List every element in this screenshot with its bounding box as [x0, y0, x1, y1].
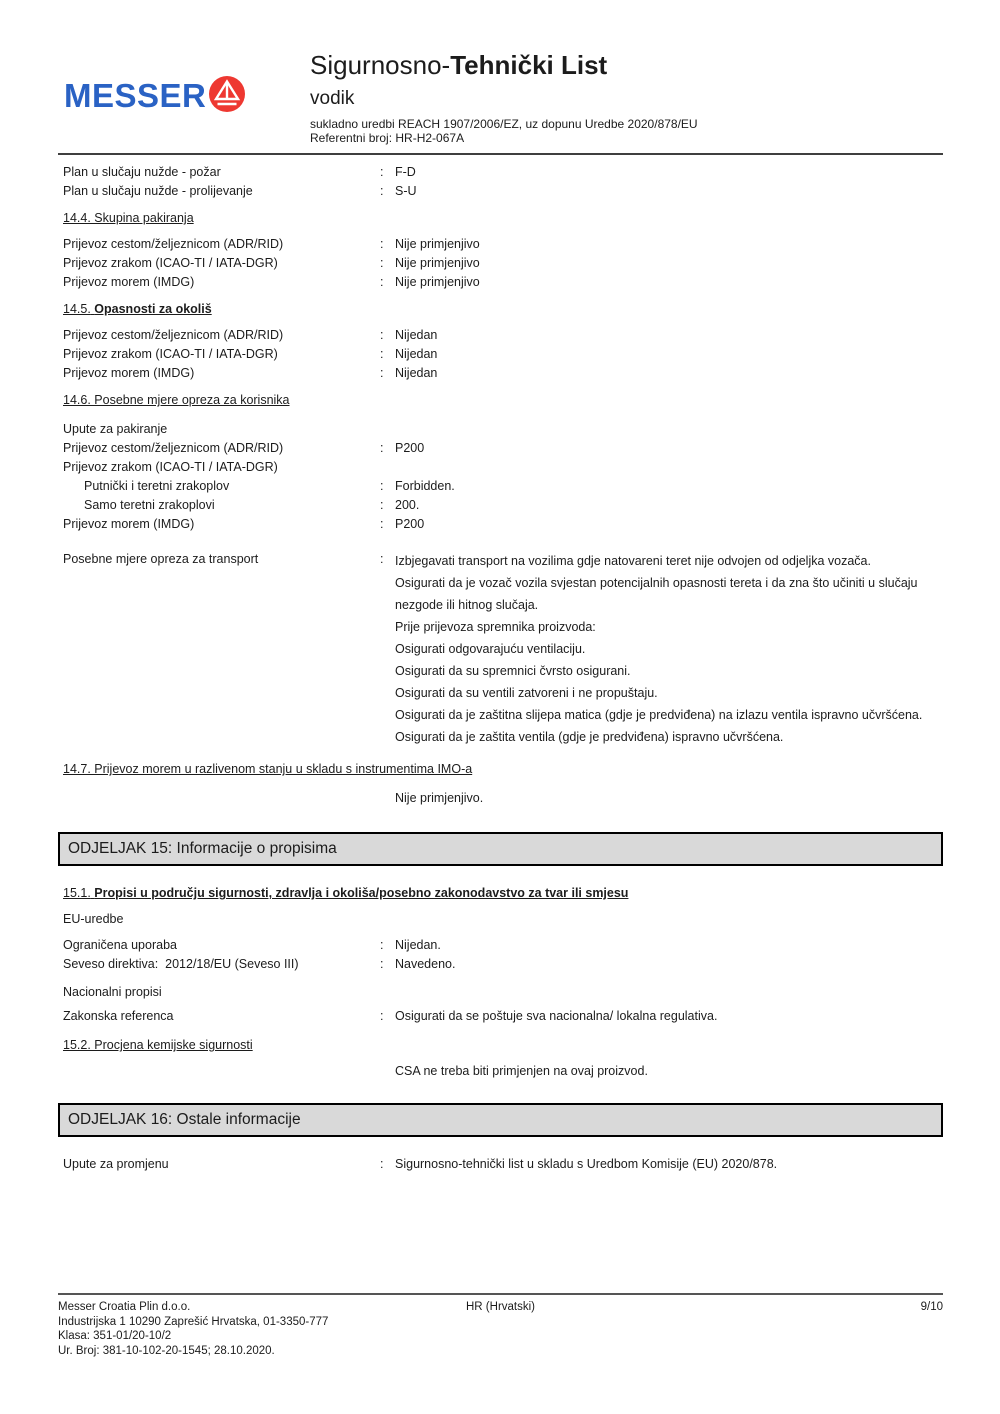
kv-row-packing-sea — [63, 273, 943, 292]
colon-separator: : — [380, 498, 384, 512]
field-value: P200 — [395, 517, 425, 531]
header-divider — [58, 153, 943, 155]
field-value: F-D — [395, 165, 416, 179]
kv-row-legal-reference — [63, 1007, 943, 1026]
footer-address: Industrijska 1 10290 Zaprešić Hrvatska, 01-3350-777 — [58, 1315, 329, 1328]
field-label: Ograničena uporaba — [63, 938, 177, 952]
footer-company: Messer Croatia Plin d.o.o. — [58, 1301, 191, 1313]
page-title-regular: Sigurnosno- — [310, 50, 451, 80]
field-label: Prijevoz zrakom (ICAO-TI / IATA-DGR) — [63, 460, 278, 474]
kv-row-instructions-sea — [63, 515, 943, 534]
section-heading-15-1: 15.1. Propisi u području sigurnosti, zdravlja i okoliša/posebno zakonodavstvo za tvar ili smjesu — [63, 886, 629, 900]
colon-separator: : — [380, 938, 384, 952]
field-label: Prijevoz zrakom (ICAO-TI / IATA-DGR) — [63, 347, 278, 361]
regulation-line: sukladno uredbi REACH 1907/2006/EZ, uz dopunu Uredbe 2020/878/EU — [310, 117, 698, 131]
section-heading-14-7: 14.7. Prijevoz morem u razlivenom stanju u skladu s instrumentima IMO-a — [63, 762, 473, 776]
kv-row-transport-precautions — [63, 550, 943, 748]
colon-separator: : — [380, 441, 384, 455]
field-value: Osigurati da se poštuje sva nacionalna/ lokalna regulativa. — [395, 1009, 718, 1023]
field-label: Upute za promjenu — [63, 1157, 169, 1171]
colon-separator: : — [380, 328, 384, 342]
colon-separator: : — [380, 479, 384, 493]
kv-row-emergency-plan-spill — [63, 182, 943, 201]
section-heading-14-5: 14.5. Opasnosti za okoliš — [63, 302, 212, 316]
row-eu-regulations — [63, 910, 943, 929]
transport-line: Osigurati da je zaštitna slijepa matica (gdje je predviđena) na izlazu ventila ispravno učvršćena. — [395, 708, 923, 722]
kv-row-packing-air — [63, 254, 943, 273]
footer-page-number: 9/10 — [920, 1301, 943, 1313]
transport-line: Osigurati da su spremnici čvrsto osigurani. — [395, 664, 631, 678]
kv-row-envhazard-road — [63, 326, 943, 345]
field-value: 200. — [395, 498, 420, 512]
field-value: Navedeno. — [395, 957, 456, 971]
messer-sail-icon — [208, 75, 246, 113]
field-label: Plan u slučaju nužde - požar — [63, 165, 221, 179]
field-value: Nijedan — [395, 347, 438, 361]
footer-urbroj: Ur. Broj: 381-10-102-20-1545; 28.10.2020. — [58, 1344, 275, 1357]
kv-row-packing-road — [63, 235, 943, 254]
colon-separator: : — [380, 237, 384, 251]
transport-line: Osigurati da je vozač vozila svjestan potencijalnih opasnosti tereta i da zna što učiniti u slučaju nezgode ili hitnog slučaja. — [395, 576, 918, 612]
field-label: Posebne mjere opreza za transport — [63, 552, 259, 566]
messer-logo-text: MESSER — [64, 77, 207, 114]
colon-separator: : — [380, 552, 384, 566]
transport-line: Izbjegavati transport na vozilima gdje natovareni teret nije odvojen od odjeljka vozača. — [395, 554, 871, 568]
section-heading-15-2: 15.2. Procjena kemijske sigurnosti — [63, 1038, 253, 1052]
kv-row-restricted-use — [63, 936, 943, 955]
colon-separator: : — [380, 165, 384, 179]
field-label: Plan u slučaju nužde - prolijevanje — [63, 184, 253, 198]
field-value: Nijedan — [395, 328, 438, 342]
colon-separator: : — [380, 517, 384, 531]
product-name: vodik — [310, 88, 355, 109]
field-label: Nacionalni propisi — [63, 985, 162, 999]
kv-row-passenger-cargo-aircraft — [63, 477, 943, 496]
section-box-title: ODJELJAK 15: Informacije o propisima — [68, 840, 337, 857]
field-label: Samo teretni zrakoplovi — [84, 498, 215, 512]
colon-separator: : — [380, 184, 384, 198]
section-heading-14-4: 14.4. Skupina pakiranja — [63, 211, 194, 225]
field-value: Nije primjenjivo — [395, 275, 480, 289]
colon-separator: : — [380, 256, 384, 270]
messer-logo — [64, 76, 246, 116]
transport-line: Osigurati odgovarajuću ventilaciju. — [395, 642, 586, 656]
field-label: Zakonska referenca — [63, 1009, 174, 1023]
colon-separator: : — [380, 275, 384, 289]
colon-separator: : — [380, 1009, 384, 1023]
field-value: Nijedan — [395, 366, 438, 380]
header-title-block — [310, 50, 698, 145]
kv-row-envhazard-sea — [63, 364, 943, 383]
kv-row-emergency-plan-fire — [63, 163, 943, 182]
field-label: Prijevoz cestom/željeznicom (ADR/RID) — [63, 237, 284, 251]
kv-row-change-instructions — [63, 1155, 943, 1174]
field-label: Prijevoz morem (IMDG) — [63, 275, 195, 289]
section-heading-14-6: 14.6. Posebne mjere opreza za korisnika — [63, 393, 290, 407]
colon-separator: : — [380, 347, 384, 361]
field-value: Sigurnosno-tehnički list u skladu s Uredbom Komisije (EU) 2020/878. — [395, 1157, 778, 1171]
field-label: Putnički i teretni zrakoplov — [84, 479, 230, 493]
row-national-regulations — [63, 983, 943, 1002]
section-box-title: ODJELJAK 16: Ostale informacije — [68, 1111, 301, 1128]
document-body — [0, 163, 1000, 1174]
bulk-transport-value: Nije primjenjivo. — [395, 791, 484, 805]
field-label: Prijevoz morem (IMDG) — [63, 517, 195, 531]
field-value: Nijedan. — [395, 938, 441, 952]
field-label: Seveso direktiva: 2012/18/EU (Seveso III) — [63, 957, 299, 971]
field-label: Prijevoz zrakom (ICAO-TI / IATA-DGR) — [63, 256, 278, 270]
field-value: Nije primjenjivo — [395, 256, 480, 270]
kv-row-cargo-only-aircraft — [63, 496, 943, 515]
transport-precautions-text — [395, 550, 943, 748]
transport-line: Osigurati da su ventili zatvoreni i ne propuštaju. — [395, 686, 658, 700]
transport-line: Osigurati da je zaštita ventila (gdje je predviđena) ispravno učvršćena. — [395, 730, 784, 744]
kv-row-instructions-road — [63, 439, 943, 458]
field-label: Upute za pakiranje — [63, 422, 168, 436]
footer-klasa: Klasa: 351-01/20-10/2 — [58, 1330, 172, 1342]
field-value: P200 — [395, 441, 425, 455]
field-value: S-U — [395, 184, 417, 198]
field-label: Prijevoz cestom/željeznicom (ADR/RID) — [63, 328, 284, 342]
transport-line: Prije prijevoza spremnika proizvoda: — [395, 620, 596, 634]
row-instructions-air — [63, 458, 943, 477]
kv-row-seveso-directive — [63, 955, 943, 974]
colon-separator: : — [380, 1157, 384, 1171]
field-value: Forbidden. — [395, 479, 455, 493]
csa-value: CSA ne treba biti primjenjen na ovaj proizvod. — [395, 1064, 648, 1078]
kv-row-envhazard-air — [63, 345, 943, 364]
row-packing-instructions — [63, 420, 943, 439]
field-label: Prijevoz cestom/željeznicom (ADR/RID) — [63, 441, 284, 455]
field-label: Prijevoz morem (IMDG) — [63, 366, 195, 380]
page-footer — [58, 1293, 943, 1358]
colon-separator: : — [380, 957, 384, 971]
section-box-15 — [58, 832, 943, 866]
footer-language: HR (Hrvatski) — [466, 1301, 535, 1313]
page-title-bold: Tehnički List — [450, 50, 608, 80]
field-label: EU-uredbe — [63, 912, 124, 926]
reference-number-line: Referentni broj: HR-H2-067A — [310, 131, 465, 145]
page-title — [310, 50, 698, 81]
section-box-16 — [58, 1103, 943, 1137]
field-value: Nije primjenjivo — [395, 237, 480, 251]
colon-separator: : — [380, 366, 384, 380]
